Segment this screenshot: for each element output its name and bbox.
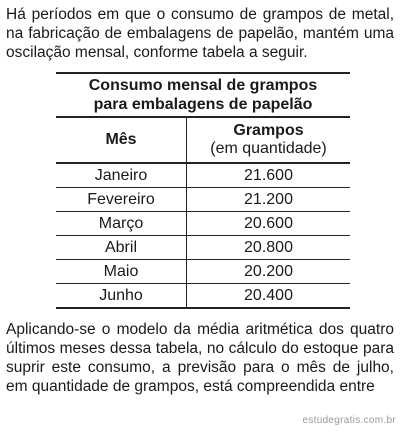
column-header-staples <box>187 117 351 163</box>
table-title <box>56 73 350 117</box>
month-cell: Junho <box>56 284 187 309</box>
month-cell: Março <box>56 212 187 236</box>
intro-paragraph: Há períodos em que o consumo de grampos de metal, na fabricação de embalagens de papelão, mantém uma oscilação mensal, conforme tabela a seguir. <box>6 6 394 61</box>
value-cell: 20.200 <box>187 260 351 284</box>
month-cell: Fevereiro <box>56 188 187 212</box>
table-row <box>56 284 350 309</box>
value-cell: 20.400 <box>187 284 351 309</box>
value-cell: 21.600 <box>187 163 351 188</box>
month-cell: Janeiro <box>56 163 187 188</box>
month-cell: Maio <box>56 260 187 284</box>
value-cell: 20.800 <box>187 236 351 260</box>
month-cell: Abril <box>56 236 187 260</box>
table-title-line1: Consumo mensal de grampos <box>88 77 318 94</box>
consumption-table <box>56 72 350 309</box>
column-header-staples-label: Grampos <box>233 122 304 139</box>
table-row <box>56 212 350 236</box>
column-header-staples-unit: (em quantidade) <box>210 140 327 157</box>
table-row <box>56 236 350 260</box>
column-header-month: Mês <box>56 117 187 163</box>
table-row <box>56 163 350 188</box>
value-cell: 21.200 <box>187 188 351 212</box>
table-row <box>56 260 350 284</box>
question-paragraph: Aplicando-se o modelo da média aritmética dos quatro últimos meses dessa tabela, no cálculo do estoque para suprir este consumo, a previsão para o mês de julho, em quantidade de grampos, está compreendida entre <box>6 321 394 395</box>
table-row <box>56 188 350 212</box>
watermark: estudegratis.com.br <box>302 415 396 426</box>
value-cell: 20.600 <box>187 212 351 236</box>
table-title-line2: para embalagens de papelão <box>93 96 313 113</box>
